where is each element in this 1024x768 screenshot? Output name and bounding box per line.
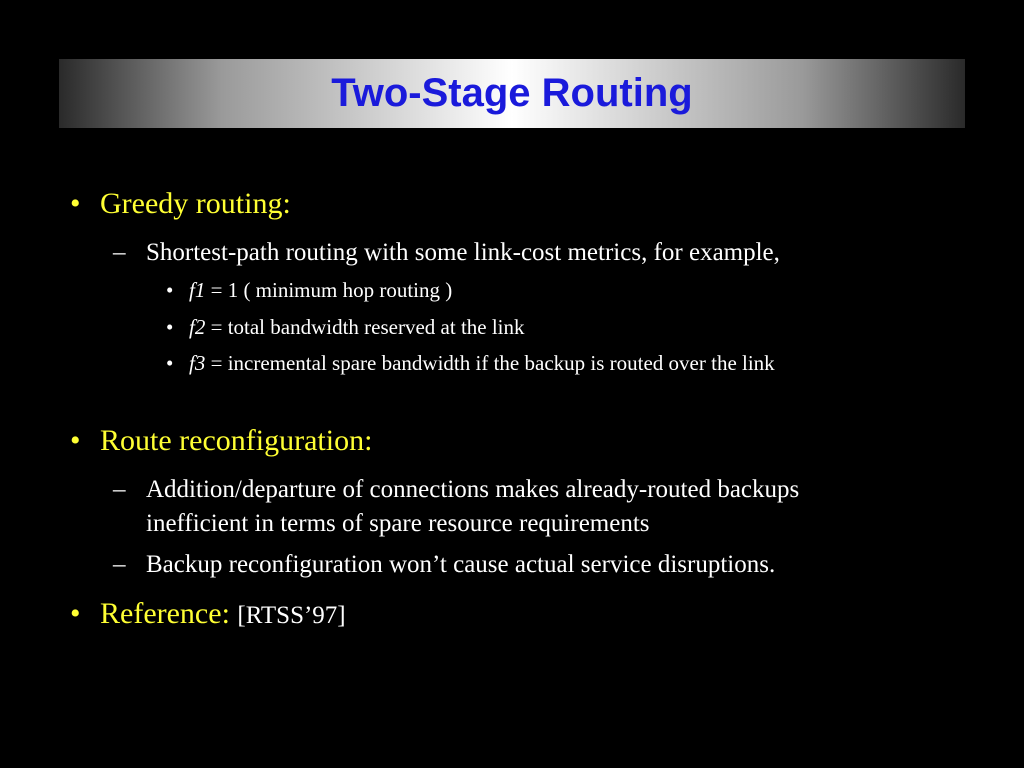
- heading-reference: Reference:: [100, 597, 230, 630]
- reference-citation: [RTSS’97]: [237, 602, 346, 629]
- dash-icon: –: [113, 476, 126, 503]
- metric-f3-text: incremental spare bandwidth if the backup is routed over the link: [227, 351, 775, 375]
- bullet-reference: [70, 597, 346, 631]
- metric-f1: [166, 275, 949, 306]
- slide-title: Two-Stage Routing: [331, 71, 693, 115]
- metric-f2-var: f2: [189, 315, 206, 339]
- metric-f2: [166, 312, 949, 343]
- sub-backup-reconfiguration-text: Backup reconfiguration won’t cause actual service disruptions.: [146, 551, 776, 578]
- bullet-icon: •: [166, 351, 174, 375]
- bullet-route-reconfiguration: [70, 424, 372, 458]
- metric-f2-eq: =: [205, 315, 228, 339]
- bullet-greedy-routing: [70, 187, 291, 221]
- metric-f3-var: f3: [189, 351, 206, 375]
- bullet-icon: •: [70, 424, 81, 457]
- sub-addition-departure-text: Addition/departure of connections makes already-routed backups inefficient in terms of spare resource requirements: [146, 476, 800, 537]
- metric-f2-text: total bandwidth reserved at the link: [227, 315, 525, 339]
- sub-addition-departure: [113, 473, 906, 541]
- sub-shortest-path-text: Shortest-path routing with some link-cost metrics, for example,: [146, 239, 780, 266]
- bullet-icon: •: [166, 315, 174, 339]
- dash-icon: –: [113, 551, 126, 578]
- title-bar: [59, 59, 965, 128]
- bullet-icon: •: [166, 278, 174, 302]
- metric-f1-var: f1: [189, 278, 206, 302]
- sub-backup-reconfiguration: [113, 548, 946, 582]
- sub-shortest-path: [113, 236, 946, 270]
- dash-icon: –: [113, 239, 126, 266]
- bullet-icon: •: [70, 597, 81, 630]
- bullet-icon: •: [70, 187, 81, 220]
- heading-route-reconfiguration: Route reconfiguration:: [100, 424, 373, 457]
- metric-f1-eq: =: [205, 278, 228, 302]
- heading-greedy-routing: Greedy routing:: [100, 187, 291, 220]
- metric-f1-text: 1 ( minimum hop routing ): [227, 278, 453, 302]
- metric-f3: [166, 348, 949, 379]
- metric-f3-eq: =: [205, 351, 228, 375]
